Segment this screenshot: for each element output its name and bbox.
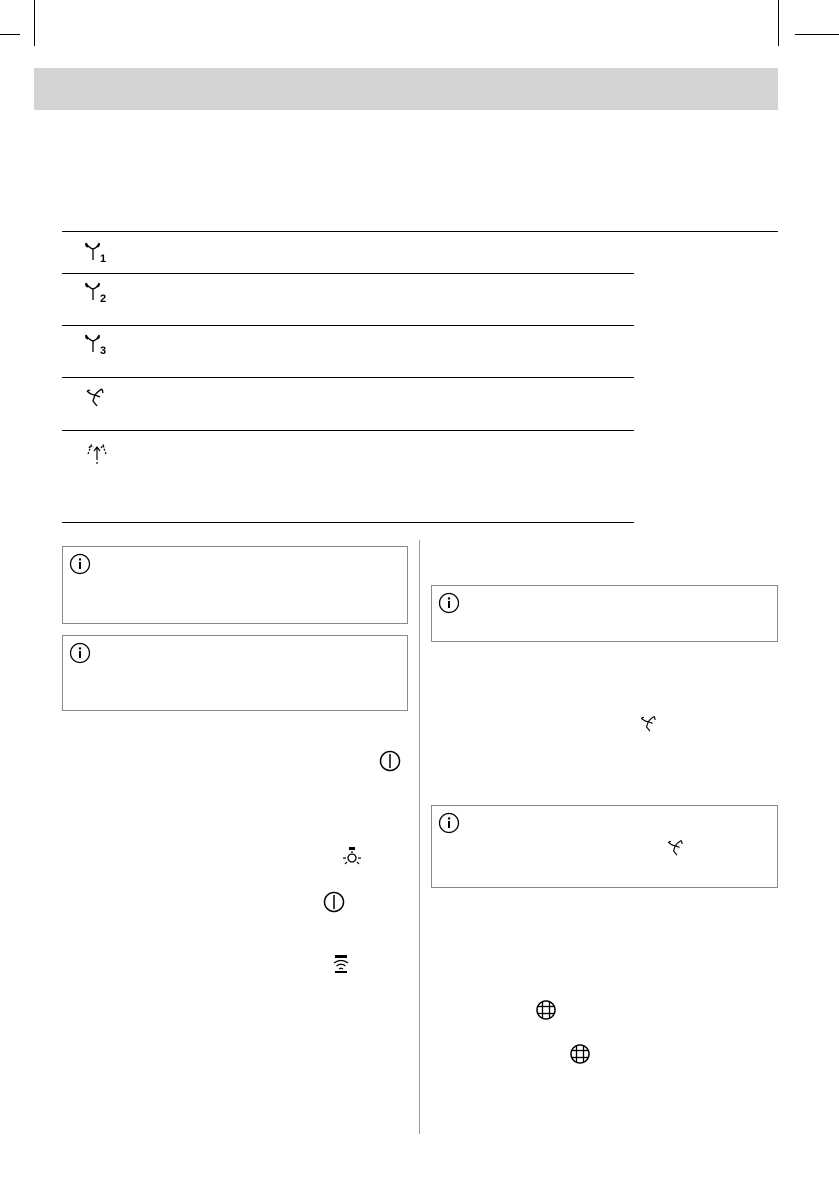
svg-text:3: 3 bbox=[100, 345, 107, 357]
info-note bbox=[62, 546, 408, 624]
hob2hood-icon bbox=[328, 951, 354, 977]
light-icon bbox=[339, 845, 365, 871]
section-header-band bbox=[34, 68, 778, 110]
grid-icon bbox=[533, 997, 559, 1023]
fan-boost-icon bbox=[82, 385, 112, 415]
crop-mark-top-right bbox=[778, 0, 779, 46]
column-divider bbox=[419, 540, 420, 1134]
fan-boost-icon bbox=[637, 713, 663, 739]
info-icon bbox=[69, 553, 91, 575]
power-icon bbox=[377, 748, 403, 774]
crop-mark-top-left bbox=[34, 0, 35, 46]
crop-mark-right-top bbox=[795, 34, 839, 35]
table-row-rule bbox=[62, 325, 634, 326]
info-note bbox=[62, 635, 408, 711]
info-note bbox=[431, 585, 778, 642]
svg-text:2: 2 bbox=[100, 293, 107, 305]
table-row-rule bbox=[62, 273, 634, 274]
table-bottom-rule bbox=[62, 522, 634, 523]
table-top-rule bbox=[62, 231, 778, 232]
table-row-rule bbox=[62, 377, 634, 378]
crop-mark-left-top bbox=[0, 34, 20, 35]
info-icon bbox=[69, 642, 91, 664]
fan-speed-3-icon bbox=[82, 332, 112, 362]
power-icon bbox=[321, 889, 347, 915]
info-note bbox=[431, 805, 778, 888]
fan-boost-icon bbox=[664, 837, 690, 863]
info-icon bbox=[438, 592, 460, 614]
fan-speed-2-icon bbox=[82, 280, 112, 310]
table-row-rule bbox=[62, 430, 634, 431]
airflow-up-icon bbox=[82, 440, 112, 470]
fan-speed-1-icon bbox=[82, 240, 112, 270]
grid-icon bbox=[567, 1041, 593, 1067]
svg-text:1: 1 bbox=[100, 253, 107, 265]
info-icon bbox=[438, 812, 460, 834]
